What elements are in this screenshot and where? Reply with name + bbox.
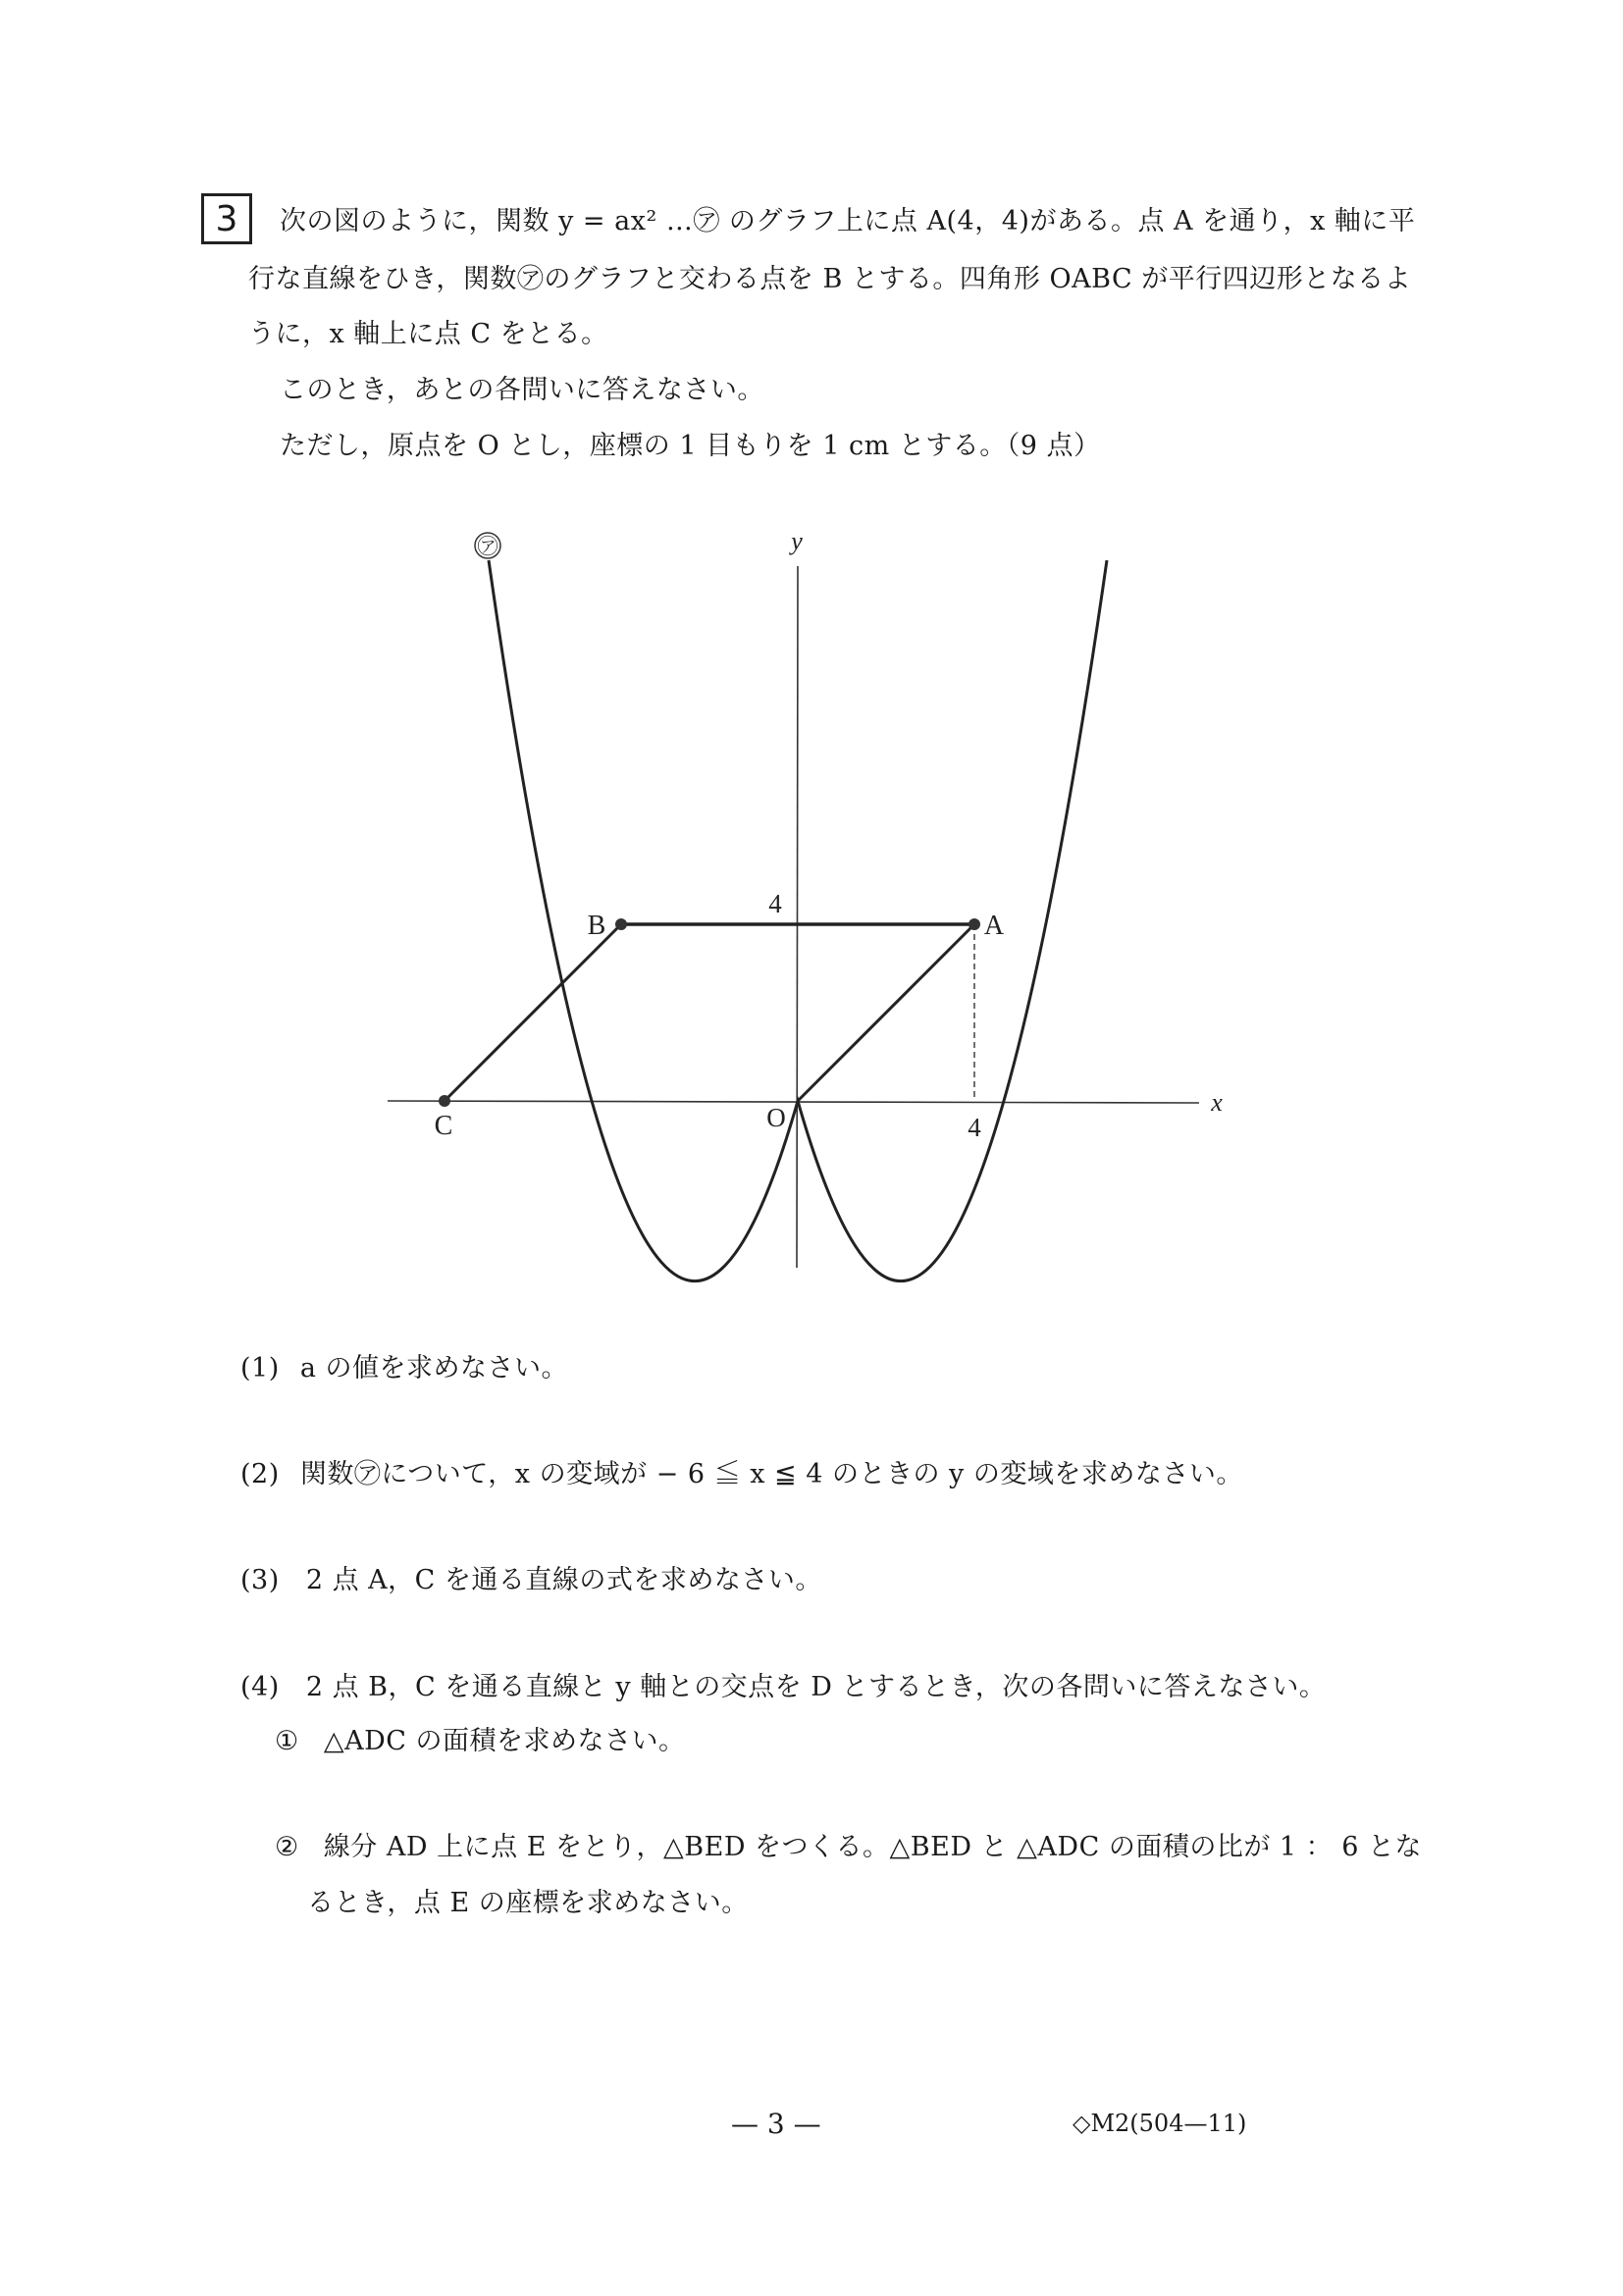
intro-line-1: 次の図のように，関数 y = ax² …㋐ のグラフ上に点 A(4，4)がある。点 A を通り，x 軸に平 <box>280 206 1416 236</box>
question-4-sub-1 <box>275 1719 685 1757</box>
point-b-label: B <box>587 911 606 941</box>
x-axis <box>388 1101 1199 1103</box>
origin-label: O <box>766 1103 786 1132</box>
x-axis-label: x <box>1211 1088 1223 1117</box>
intro-line-4: このとき，あとの各問いに答えなさい。 <box>280 375 764 405</box>
page-number: — 3 — <box>731 2108 821 2140</box>
question-4-label: (4) <box>240 1672 280 1702</box>
y-axis-label: y <box>791 527 803 555</box>
question-2-label: (2) <box>240 1459 280 1489</box>
x-tick-4: 4 <box>968 1113 981 1142</box>
intro-line-5: ただし，原点を O とし，座標の 1 目もりを 1 cm とする。（9 点） <box>280 431 1101 461</box>
question-4-sub-2-cont: るとき，点 E の座標を求めなさい。 <box>307 1888 749 1918</box>
point-c-dot <box>439 1095 450 1107</box>
question-4-sub-1-text: △ADC の面積を求めなさい。 <box>323 1726 686 1756</box>
question-2-text: 関数㋐について，x の変域が − 6 ≦ x ≦ 4 のときの y の変域を求めなさい。 <box>299 1459 1243 1489</box>
question-4-text: 2 点 B，C を通る直線と y 軸との交点を D とするとき，次の各問いに答えなさい。 <box>305 1672 1327 1702</box>
question-3-label: (3) <box>240 1565 280 1595</box>
point-a-label: A <box>983 911 1005 941</box>
point-b-dot <box>615 918 627 930</box>
segment-bc <box>445 924 621 1101</box>
problem-number-box: 3 <box>201 193 252 244</box>
question-1-text: a の値を求めなさい。 <box>299 1353 569 1383</box>
question-1-label: (1) <box>240 1353 280 1383</box>
question-3 <box>240 1558 822 1596</box>
question-2 <box>240 1452 1243 1490</box>
curve-label: ㋐ <box>477 535 498 558</box>
segment-oa <box>798 924 974 1101</box>
y-tick-4: 4 <box>768 889 782 918</box>
question-4-sub-2 <box>275 1825 1422 1863</box>
question-4-sub-2-label: ② <box>275 1832 299 1862</box>
question-3-text: 2 点 A，C を通る直線の式を求めなさい。 <box>305 1565 822 1595</box>
question-4-sub-1-label: ① <box>275 1726 299 1756</box>
intro-line-3: うに，x 軸上に点 C をとる。 <box>248 319 608 349</box>
question-4-sub-2-text: 線分 AD 上に点 E をとり，△BED をつくる。△BED と △ADC の面積の比が 1 ： 6 とな <box>323 1832 1423 1862</box>
point-c-label: C <box>434 1111 453 1141</box>
y-axis <box>797 566 798 1268</box>
intro-line-2: 行な直線をひき，関数㋐のグラフと交わる点を B とする。四角形 OABC が平行四辺形となるよ <box>248 264 1412 294</box>
question-4 <box>240 1665 1326 1703</box>
point-a-dot <box>969 918 980 930</box>
exam-code: ◇M2(504—11) <box>1073 2110 1247 2137</box>
question-1 <box>240 1346 568 1384</box>
